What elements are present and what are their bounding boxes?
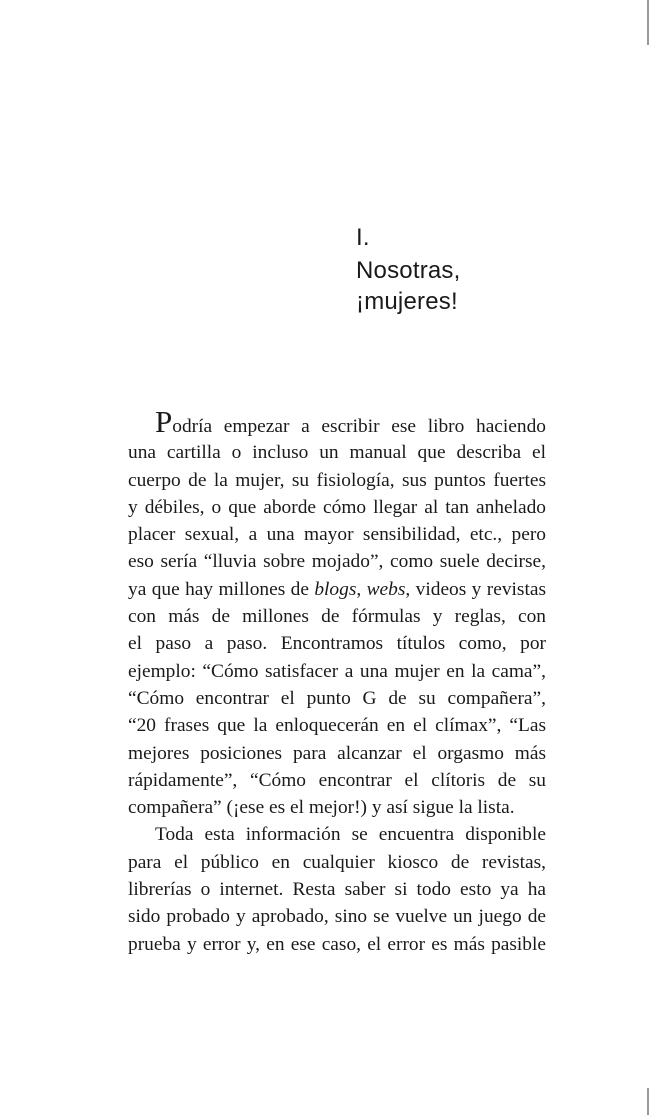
crop-mark-bottom bbox=[647, 1088, 649, 1115]
line-text: ya que hay millones de bbox=[128, 578, 315, 600]
line-text: , bbox=[356, 578, 367, 600]
chapter-title-line-2: ¡mujeres! bbox=[356, 288, 458, 315]
paragraph-1-line-9: el paso a paso. Encontramos títulos como, por bbox=[128, 633, 546, 655]
paragraph-1-line-10: ejemplo: “Cómo satisfacer a una mujer en la cama”, bbox=[128, 660, 546, 682]
paragraph-1-line-7 bbox=[128, 576, 546, 603]
chapter-number: I. bbox=[356, 224, 370, 251]
paragraph-1-line-15: compañera” (¡ese es el mejor!) y así sigue la lista. bbox=[128, 797, 515, 819]
body-text bbox=[128, 404, 546, 958]
paragraph-1 bbox=[128, 404, 546, 821]
paragraph-2-line-5: prueba y error y, en ese caso, el error es más pasible bbox=[128, 933, 546, 955]
paragraph-2-line-2: para el público en cualquier kiosco de revistas, bbox=[128, 851, 546, 873]
paragraph-1-line-13: mejores posiciones para alcanzar el orgasmo más bbox=[128, 742, 546, 764]
italic-term-blogs: blogs bbox=[314, 578, 357, 600]
paragraph-2-line-1: Toda esta información se encuentra disponible bbox=[155, 824, 546, 846]
chapter-heading bbox=[356, 222, 461, 317]
chapter-title-line-1: Nosotras, bbox=[356, 257, 461, 284]
paragraph-1-line-6: eso sería “lluvia sobre mojado”, como suele decirse, bbox=[128, 551, 546, 573]
paragraph-1-line-3: cuerpo de la mujer, su fisiología, sus puntos fuertes bbox=[128, 469, 546, 491]
line-text: , videos y revistas bbox=[405, 578, 546, 600]
paragraph-2-line-3: librerías o internet. Resta saber si todo esto ya ha bbox=[128, 879, 546, 901]
paragraph-2 bbox=[128, 821, 546, 957]
paragraph-1-line-12: “20 frases que la enloquecerán en el clímax”, “Las bbox=[128, 715, 546, 737]
italic-term-webs: webs bbox=[366, 578, 406, 600]
paragraph-1-line-1 bbox=[128, 404, 546, 439]
drop-cap: P bbox=[155, 404, 173, 439]
paragraph-1-line-4: y débiles, o que aborde cómo llegar al tan anhelado bbox=[128, 496, 546, 518]
paragraph-1-line-11: “Cómo encontrar el punto G de su compañera”, bbox=[128, 687, 546, 709]
crop-mark-top bbox=[647, 0, 649, 45]
line-text: odría empezar a escribir ese libro haciendo bbox=[172, 416, 546, 437]
paragraph-1-line-14: rápidamente”, “Cómo encontrar el clítoris de su bbox=[128, 769, 546, 791]
paragraph-2-line-4: sido probado y aprobado, sino se vuelve un juego de bbox=[128, 906, 546, 928]
paragraph-1-line-2: una cartilla o incluso un manual que describa el bbox=[128, 442, 546, 464]
paragraph-1-line-5: placer sexual, a una mayor sensibilidad, etc., pero bbox=[128, 524, 546, 546]
paragraph-1-line-8: con más de millones de fórmulas y reglas, con bbox=[128, 606, 546, 628]
